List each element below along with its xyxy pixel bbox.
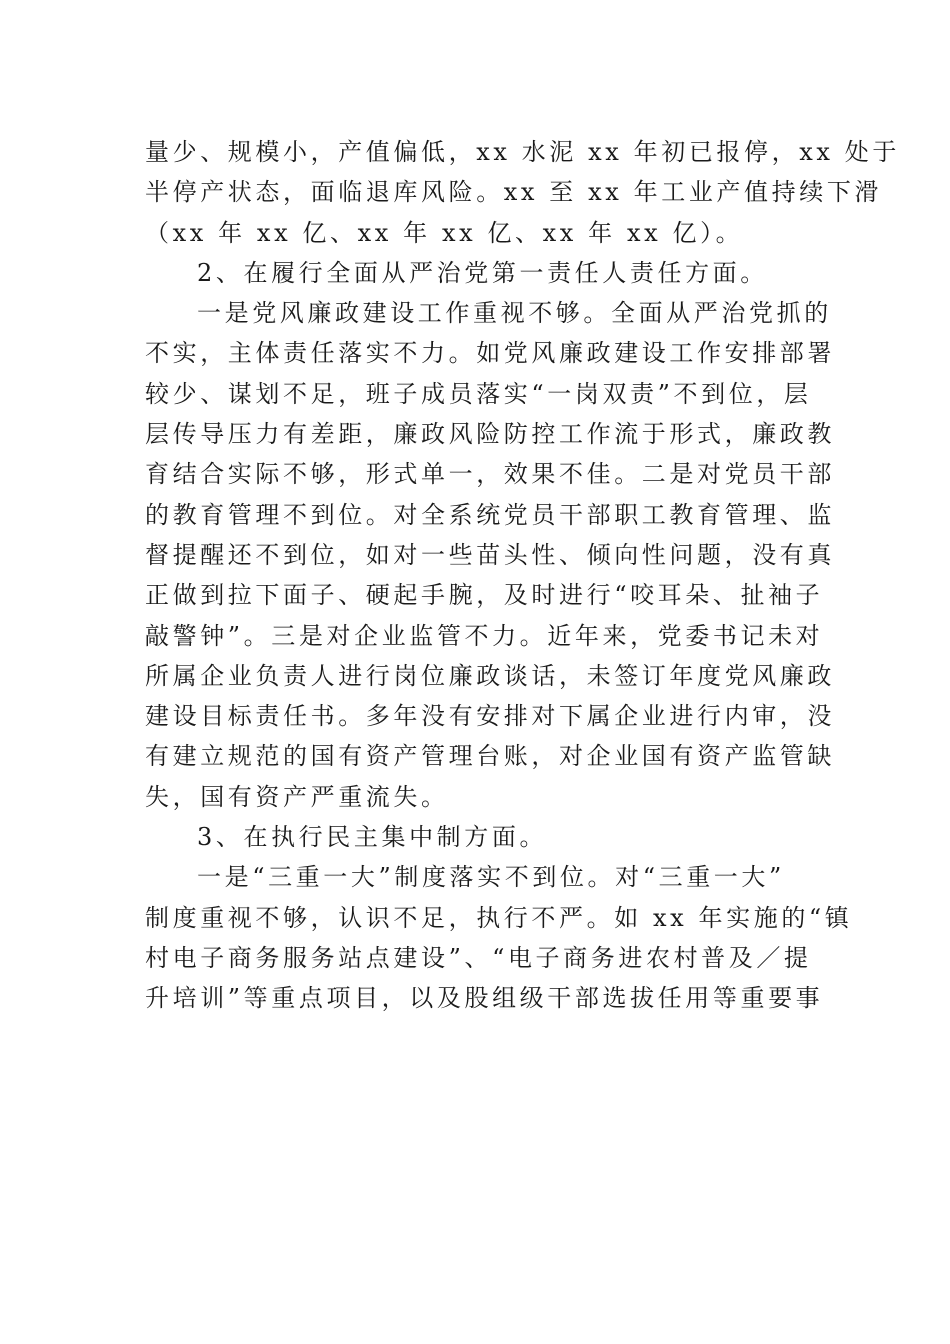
text-line: 失，国有资产严重流失。 (145, 782, 449, 811)
text-line: 2、在履行全面从严治党第一责任人责任方面。 (197, 258, 768, 287)
text-line: 有建立规范的国有资产管理台账，对企业国有资产监管缺 (145, 742, 835, 771)
text-line: 的教育管理不到位。对全系统党员干部职工教育管理、监 (145, 500, 835, 529)
section-heading-3 (145, 817, 807, 857)
text-line: 督提醒还不到位，如对一些苗头性、倾向性问题，没有真 (145, 540, 835, 569)
text-line: 量少、规模小，产值偏低，xx 水泥 xx 年初已报停，xx 处于 (145, 138, 900, 166)
text-line: 正做到拉下面子、硬起手腕，及时进行“咬耳朵、扯袖子 (145, 581, 824, 610)
text-line: 育结合实际不够，形式单一，效果不佳。二是对党员干部 (145, 460, 835, 489)
section-heading-2 (145, 253, 807, 293)
text-line: 半停产状态，面临退库风险。xx 至 xx 年工业产值持续下滑 (145, 178, 883, 207)
text-line: 制度重视不够，认识不足，执行不严。如 xx 年实施的“镇 (145, 903, 853, 932)
document-page (145, 132, 900, 1019)
text-line: 建设目标责任书。多年没有安排对下属企业进行内审，没 (145, 702, 835, 731)
text-line: 不实，主体责任落实不力。如党风廉政建设工作安排部署 (145, 339, 835, 368)
text-line: 3、在执行民主集中制方面。 (197, 823, 548, 852)
text-line: 层传导压力有差距，廉政风险防控工作流于形式，廉政教 (145, 420, 835, 449)
text-line: 升培训”等重点项目，以及股组级干部选拔任用等重要事 (145, 984, 824, 1013)
text-line: 敲警钟”。三是对企业监管不力。近年来，党委书记未对 (145, 621, 824, 650)
text-line: 村电子商务服务站点建设”、“电子商务进农村普及／提 (145, 943, 812, 972)
text-line: 较少、谋划不足，班子成员落实“一岗双责”不到位，层 (145, 379, 812, 408)
paragraph-3 (145, 293, 835, 817)
paragraph-5 (145, 857, 853, 1018)
text-line: 一是“三重一大”制度落实不到位。对“三重一大” (197, 863, 785, 892)
text-line: （xx 年 xx 亿、xx 年 xx 亿、xx 年 xx 亿）。 (145, 218, 744, 247)
paragraph-1 (145, 132, 900, 253)
text-line: 所属企业负责人进行岗位廉政谈话，未签订年度党风廉政 (145, 661, 835, 690)
text-line: 一是党风廉政建设工作重视不够。全面从严治党抓的 (197, 299, 832, 328)
